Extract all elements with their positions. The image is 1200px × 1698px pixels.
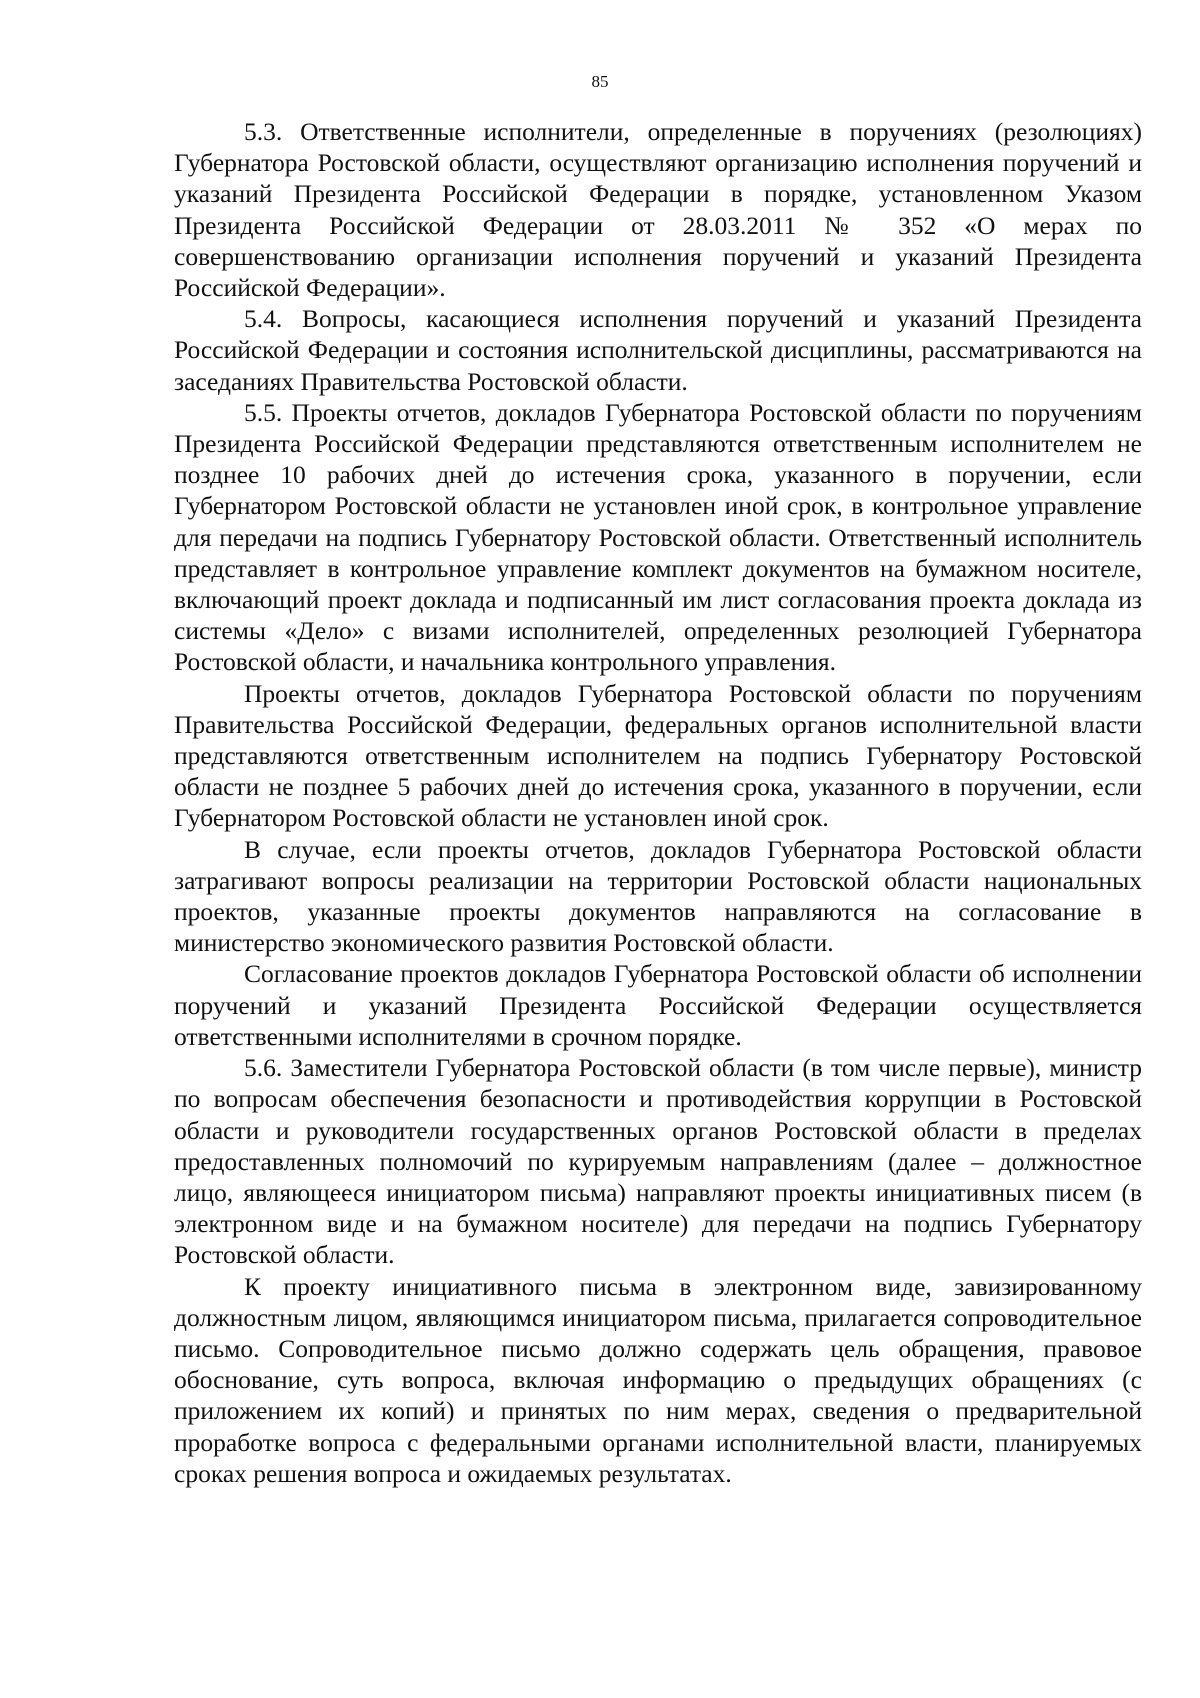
paragraph-5-5: 5.5. Проекты отчетов, докладов Губернатора Ростовской области по поручениям Президента Российской Федерации представляются ответственным исполнителем не позднее 10 рабочих дней до истечения срока, указанного в поручении, если Губернатором Ростовской области не установлен иной срок, в контрольное управление для передачи на подпись Губернатору Ростовской области. Ответственный исполнитель представляет в контрольное управление комплект документов на бумажном носителе, включающий проект доклада и подписанный им лист согласования проекта доклада из системы «Дело» с визами исполнителей, определенных резолюцией Губернатора Ростовской области, и начальника контрольного управления. xyxy=(174,397,1142,677)
paragraph-5-6: 5.6. Заместители Губернатора Ростовской области (в том числе первые), министр по вопросам обеспечения безопасности и противодействия коррупции в Ростовской области и руководители государственных органов Ростовской области в пределах предоставленных полномочий по курируемым направлениям (далее – должностное лицо, являющееся инициатором письма) направляют проекты инициативных писем (в электронном виде и на бумажном носителе) для передачи на подпись Губернатору Ростовской области. xyxy=(174,1053,1142,1270)
document-body xyxy=(174,116,1142,1489)
paragraph-5-5-approval: Согласование проектов докладов Губернатора Ростовской области об исполнении поручений и указаний Президента Российской Федерации осуществляется ответственными исполнителями в срочном порядке. xyxy=(174,959,1142,1051)
paragraph-5-5-government-reports: Проекты отчетов, докладов Губернатора Ростовской области по поручениям Правительства Российской Федерации, федеральных органов исполнительной власти представляются ответственным исполнителем на подпись Губернатору Ростовской области не позднее 5 рабочих дней до истечения срока, указанного в поручении, если Губернатором Ростовской области не установлен иной срок. xyxy=(174,678,1142,833)
paragraph-5-5-national-projects: В случае, если проекты отчетов, докладов Губернатора Ростовской области затрагивают вопросы реализации на территории Ростовской области национальных проектов, указанные проекты документов направляются на согласование в министерство экономического развития Ростовской области. xyxy=(174,834,1142,958)
page-number: 85 xyxy=(591,72,609,91)
paragraph-5-4: 5.4. Вопросы, касающиеся исполнения поручений и указаний Президента Российской Федерации и состояния исполнительской дисциплины, рассматриваются на заседаниях Правительства Ростовской области. xyxy=(174,304,1142,396)
paragraph-5-3: 5.3. Ответственные исполнители, определенные в поручениях (резолюциях) Губернатора Ростовской области, осуществляют организацию исполнения поручений и указаний Президента Российской Федерации в порядке, установленном Указом Президента Российской Федерации от 28.03.2011 № 352 «О мерах по совершенствованию организации исполнения поручений и указаний Президента Российской Федерации». xyxy=(174,117,1142,303)
paragraph-5-6-cover-letter: К проекту инициативного письма в электронном виде, завизированному должностным лицом, являющимся инициатором письма, прилагается сопроводительное письмо. Сопроводительное письмо должно содержать цель обращения, правовое обоснование, суть вопроса, включая информацию о предыдущих обращениях (с приложением их копий) и принятых по ним мерах, сведения о предварительной проработке вопроса с федеральными органами исполнительной власти, планируемых сроках решения вопроса и ожидаемых результатах. xyxy=(174,1271,1142,1488)
